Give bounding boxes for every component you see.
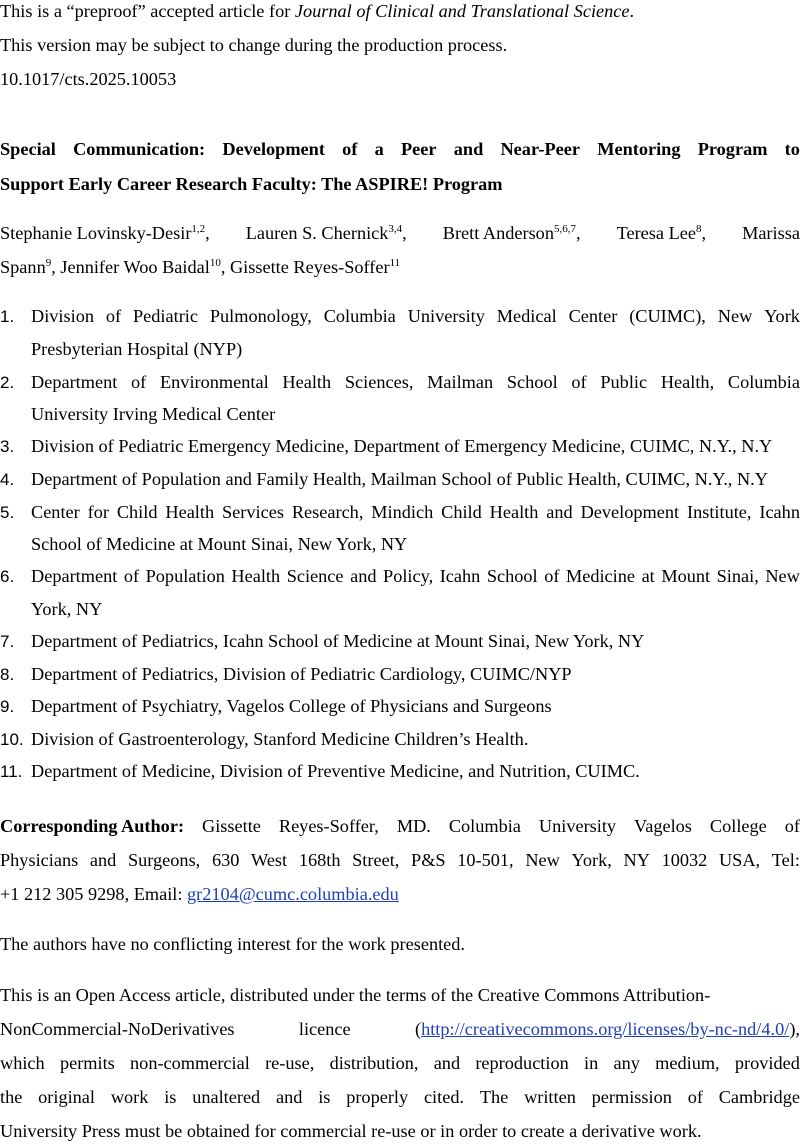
author: Jennifer Woo Baidal	[60, 257, 210, 277]
affiliation-number: 3.	[0, 437, 15, 456]
title-line-2: Support Early Career Research Faculty: The ASPIRE! Program	[0, 174, 503, 194]
affiliation-number: 2.	[0, 373, 15, 392]
title-line-1: Special Communication: Development of a Peer and Near-Peer Mentoring Program to	[0, 139, 800, 159]
corresponding-label: Corresponding Author:	[0, 816, 185, 836]
author: Marissa	[742, 223, 800, 243]
affiliation-text: Department of Medicine, Division of Preventive Medicine, and Nutrition, CUIMC.	[31, 761, 640, 781]
affiliation-text: Department of Population and Family Health, Mailman School of Public Health, CUIMC, N.Y., N.Y	[31, 469, 768, 489]
author: Teresa Lee$^8$,	[616, 223, 707, 243]
author: Stephanie Lovinsky-Desir$^{1,2}$,	[0, 223, 210, 243]
author: Gissette Reyes-Soffer	[229, 257, 390, 277]
affiliation-number: 4.	[0, 470, 15, 489]
author-line-1	[0, 224, 800, 242]
email-link[interactable]: gr2104@cumc.columbia.edu	[187, 884, 399, 904]
author: Brett Anderson$^{5,6,7}$,	[442, 223, 581, 243]
journal-name: Journal of Clinical and Translational Science	[294, 1, 630, 21]
affiliation-text-continued: Presbyterian Hospital (NYP)	[31, 339, 243, 359]
affiliation-text-continued: York, NY	[31, 599, 103, 619]
production-notice: This version may be subject to change during the production process.	[0, 35, 508, 55]
author: Lauren S. Chernick$^{3,4}$,	[245, 223, 407, 243]
affiliation-text-continued: University Irving Medical Center	[31, 404, 276, 424]
affiliation-number: 10.	[0, 730, 24, 749]
corresponding-line-1: Corresponding Author: Gissette Reyes-Soffer, MD. Columbia University Vagelos College of	[0, 816, 800, 836]
affiliation-text: Division of Pediatric Pulmonology, Columbia University Medical Center (CUIMC), New York	[31, 306, 800, 326]
affiliation-text: Center for Child Health Services Research, Mindich Child Health and Development Institute, Icahn	[31, 502, 800, 522]
corresponding-line-2: Physicians and Surgeons, 630 West 168th Street, P&S 10-501, New York, NY 10032 USA, Tel:	[0, 850, 800, 870]
affiliation-text: Department of Pediatrics, Division of Pediatric Cardiology, CUIMC/NYP	[31, 664, 572, 684]
affiliation-text: Division of Gastroenterology, Stanford Medicine Children’s Health.	[31, 729, 529, 749]
corresponding-line-3: +1 212 305 9298, Email: gr2104@cumc.columbia.edu	[0, 884, 399, 904]
affiliation-number: 6.	[0, 567, 15, 586]
license-line-5: University Press must be obtained for commercial re-use or in order to create a derivative work.	[0, 1121, 702, 1141]
affiliation-number: 7.	[0, 632, 15, 651]
doi: 10.1017/cts.2025.10053	[0, 69, 177, 89]
affiliation-text: Department of Population Health Science and Policy, Icahn School of Medicine at Mount Sinai, New	[31, 566, 800, 586]
affiliation-number: 5.	[0, 503, 15, 522]
affiliation-text: Department of Environmental Health Sciences, Mailman School of Public Health, Columbia	[31, 372, 800, 392]
preproof-notice: This is a “preproof” accepted article for Journal of Clinical and Translational Science.	[0, 1, 635, 21]
affiliation-text: Department of Psychiatry, Vagelos College of Physicians and Surgeons	[31, 696, 552, 716]
affiliation-number: 9.	[0, 697, 15, 716]
license-line-1: This is an Open Access article, distributed under the terms of the Creative Commons Attribution-	[0, 985, 711, 1005]
license-url-link[interactable]: http://creativecommons.org/licenses/by-nc-nd/4.0/	[421, 1019, 790, 1039]
affiliation-number: 1.	[0, 307, 15, 326]
conflict-statement: The authors have no conflicting interest for the work presented.	[0, 934, 466, 954]
affiliation-text: Division of Pediatric Emergency Medicine, Department of Emergency Medicine, CUIMC, N.Y., N.Y	[31, 436, 773, 456]
affiliation-number: 11.	[0, 762, 23, 781]
affiliation-number: 8.	[0, 665, 15, 684]
license-line-4: the original work is unaltered and is properly cited. The written permission of Cambridge	[0, 1087, 800, 1107]
license-line-3: which permits non-commercial re-use, distribution, and reproduction in any medium, provided	[0, 1053, 800, 1073]
license-line-2: NonCommercial-NoDerivatives licence (http://creativecommons.org/licenses/by-nc-nd/4.0/),	[0, 1019, 800, 1039]
author-line-2: Spann$^9$, Jennifer Woo Baidal$^{10}$, Gissette Reyes-Soffer$^{11}$	[0, 257, 401, 277]
affiliation-text-continued: School of Medicine at Mount Sinai, New York, NY	[31, 534, 408, 554]
affiliation-text: Department of Pediatrics, Icahn School of Medicine at Mount Sinai, New York, NY	[31, 631, 645, 651]
